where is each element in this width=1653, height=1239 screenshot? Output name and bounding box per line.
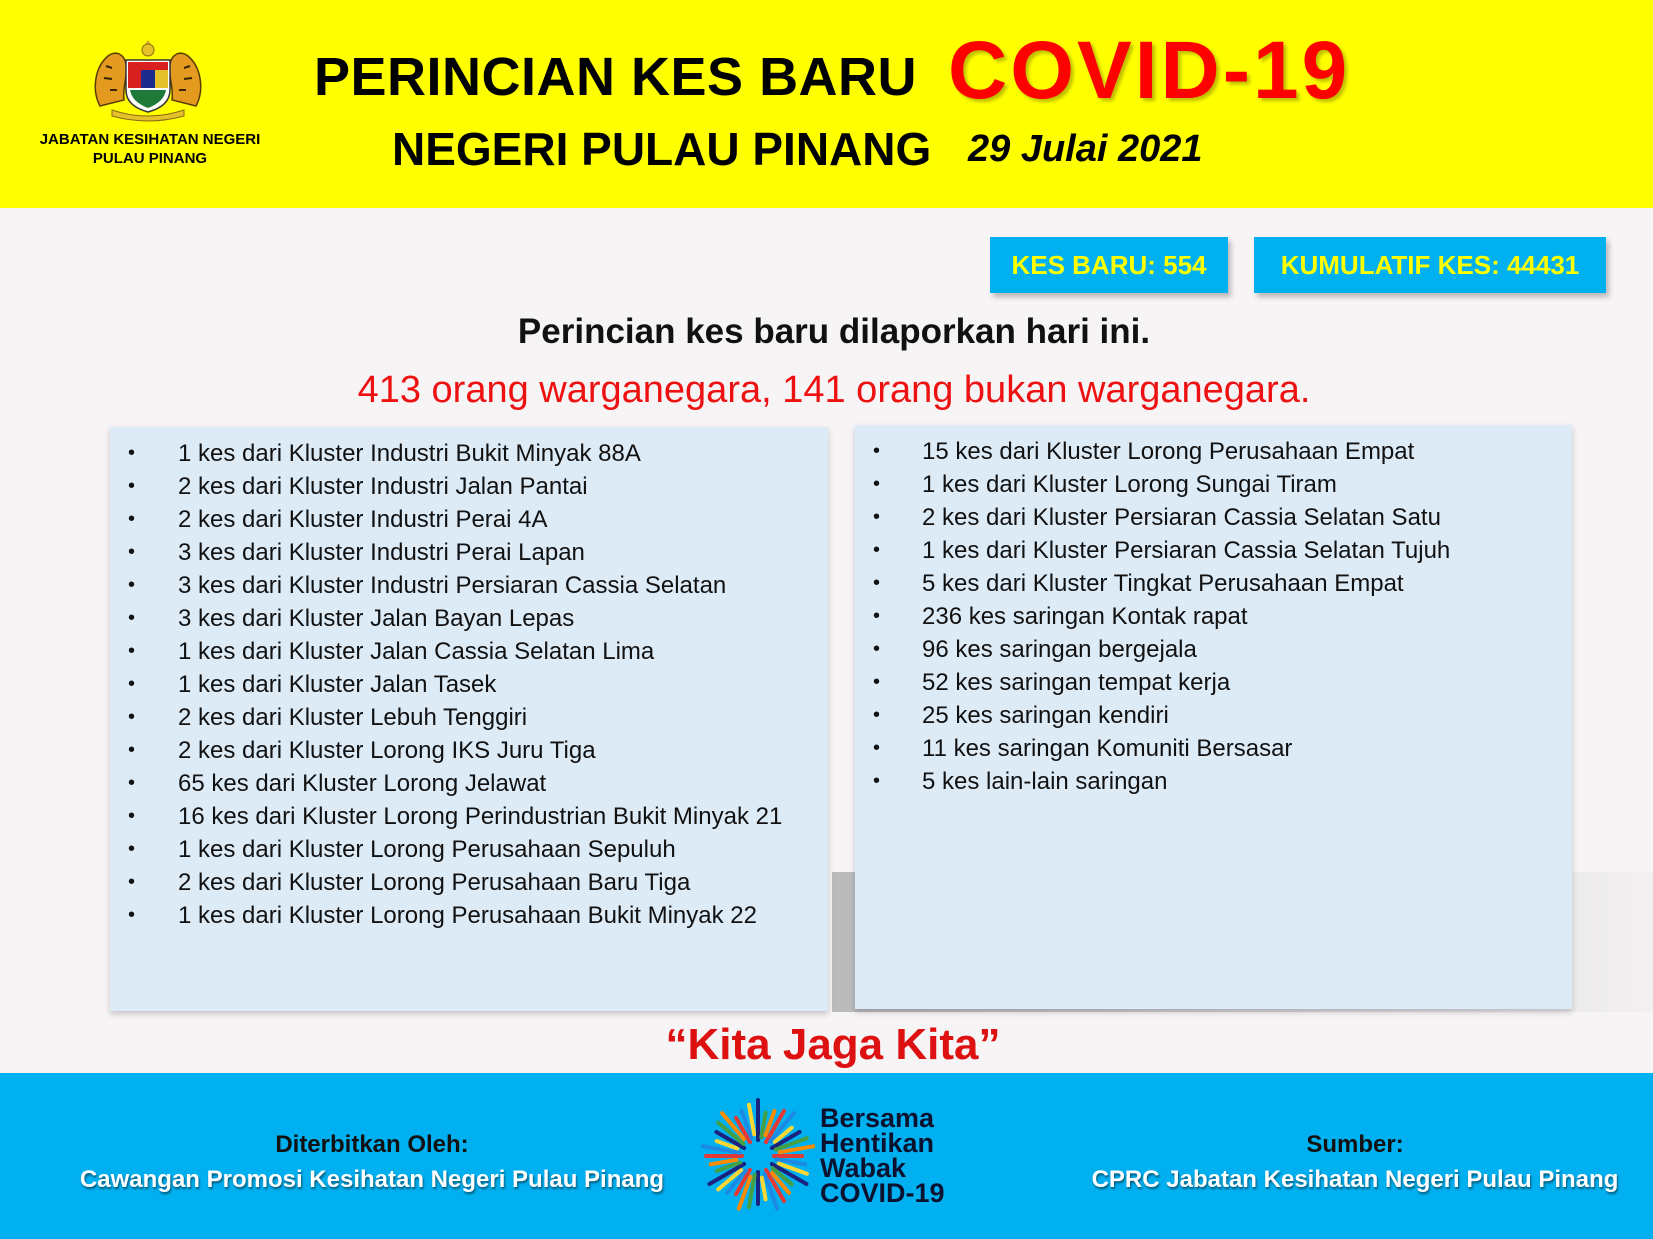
source-label: Sumber: [1306, 1131, 1404, 1158]
list-item [110, 668, 828, 701]
source-name: CPRC Jabatan Kesihatan Negeri Pulau Pinang [1091, 1166, 1619, 1193]
bullet: • [873, 539, 881, 561]
bullet: • [128, 475, 136, 497]
bullet: • [873, 440, 881, 462]
covid-title: COVID-19 [948, 25, 1351, 116]
bullet: • [128, 442, 136, 464]
bullet: • [873, 638, 881, 660]
list-item [855, 699, 1572, 732]
report-date: 29 Julai 2021 [968, 128, 1203, 170]
list-item [110, 767, 828, 800]
list-item-text: 25 kes saringan kendiri [922, 702, 1169, 729]
list-item [110, 503, 828, 536]
bullet: • [128, 607, 136, 629]
list-item-text: 11 kes saringan Komuniti Bersasar [922, 735, 1293, 762]
department-name: JABATAN KESIHATAN NEGERI PULAU PINANG [39, 131, 261, 167]
slogan: “Kita Jaga Kita” [665, 1020, 1001, 1069]
bullet: • [873, 572, 881, 594]
cluster-list-left [110, 427, 828, 1011]
list-item-text: 1 kes dari Kluster Lorong Perusahaan Bukit Minyak 22 [178, 902, 757, 929]
page-title: PERINCIAN KES BARU [314, 47, 918, 107]
campaign-line: COVID-19 [820, 1178, 945, 1208]
bullet: • [128, 640, 136, 662]
list-item [855, 468, 1572, 501]
list-item [855, 501, 1572, 534]
list-item [855, 765, 1572, 798]
campaign-text [820, 1103, 945, 1208]
list-item [110, 866, 828, 899]
list-item [855, 732, 1572, 765]
list-item-text: 2 kes dari Kluster Lebuh Tenggiri [178, 704, 528, 731]
list-item [110, 470, 828, 503]
list-item [110, 437, 828, 470]
bullet: • [128, 706, 136, 728]
list-item [855, 534, 1572, 567]
bullet: • [128, 805, 136, 827]
list-item-text: 1 kes dari Kluster Lorong Sungai Tiram [922, 471, 1337, 498]
list-item [110, 602, 828, 635]
list-item-text: 1 kes dari Kluster Jalan Cassia Selatan Lima [178, 638, 655, 665]
list-item-text: 236 kes saringan Kontak rapat [922, 603, 1248, 630]
list-item [855, 633, 1572, 666]
bullet: • [128, 772, 136, 794]
list-item-text: 3 kes dari Kluster Jalan Bayan Lepas [178, 605, 575, 632]
list-item-text: 1 kes dari Kluster Jalan Tasek [178, 671, 497, 698]
list-item [110, 569, 828, 602]
publisher-label: Diterbitkan Oleh: [275, 1131, 469, 1158]
bullet: • [873, 704, 881, 726]
list-item-text: 1 kes dari Kluster Lorong Perusahaan Sepuluh [178, 836, 676, 863]
list-item-text: 1 kes dari Kluster Persiaran Cassia Selatan Tujuh [922, 537, 1451, 564]
list-item-text: 2 kes dari Kluster Industri Jalan Pantai [178, 473, 588, 500]
bullet: • [873, 671, 881, 693]
list-item-text: 3 kes dari Kluster Industri Perai Lapan [178, 539, 585, 566]
list-item [855, 567, 1572, 600]
bullet: • [128, 574, 136, 596]
bullet: • [873, 737, 881, 759]
bullet: • [128, 838, 136, 860]
list-item-text: 96 kes saringan bergejala [922, 636, 1197, 663]
list-item-text: 2 kes dari Kluster Persiaran Cassia Selatan Satu [922, 504, 1441, 531]
citizenship-breakdown: 413 orang warganegara, 141 orang bukan warganegara. [357, 369, 1311, 411]
list-item [110, 734, 828, 767]
bullet: • [873, 473, 881, 495]
campaign-line: Bersama [820, 1103, 935, 1133]
list-item-text: 5 kes lain-lain saringan [922, 768, 1168, 795]
bullet: • [873, 605, 881, 627]
publisher-name: Cawangan Promosi Kesihatan Negeri Pulau Pinang [79, 1166, 665, 1193]
list-item [855, 666, 1572, 699]
bullet: • [873, 770, 881, 792]
list-item-text: 15 kes dari Kluster Lorong Perusahaan Empat [922, 438, 1415, 465]
list-item-text: 5 kes dari Kluster Tingkat Perusahaan Empat [922, 570, 1404, 597]
list-item-text: 65 kes dari Kluster Lorong Jelawat [178, 770, 547, 797]
list-item [855, 435, 1572, 468]
cumulative-cases-badge: KUMULATIF KES: 44431 [1254, 237, 1606, 293]
bullet: • [128, 508, 136, 530]
list-item [110, 536, 828, 569]
list-item [110, 899, 828, 932]
bullet: • [128, 541, 136, 563]
state-subtitle: NEGERI PULAU PINANG [392, 123, 932, 175]
case-list [110, 427, 828, 932]
list-item-text: 2 kes dari Kluster Lorong Perusahaan Baru Tiga [178, 869, 691, 896]
list-item-text: 2 kes dari Kluster Industri Perai 4A [178, 506, 548, 533]
summary-heading: Perincian kes baru dilaporkan hari ini. [517, 312, 1151, 351]
list-item-text: 2 kes dari Kluster Lorong IKS Juru Tiga [178, 737, 596, 764]
cluster-list-right [855, 425, 1572, 1009]
list-item [110, 635, 828, 668]
list-item [855, 600, 1572, 633]
campaign-line: Wabak [820, 1153, 907, 1183]
state-coat-of-arms-icon [86, 36, 210, 122]
list-item-text: 3 kes dari Kluster Industri Persiaran Cassia Selatan [178, 572, 727, 599]
campaign-burst-logo-icon [700, 1098, 816, 1214]
list-item [110, 701, 828, 734]
new-cases-badge: KES BARU: 554 [990, 237, 1228, 293]
bullet: • [128, 673, 136, 695]
list-item-text: 1 kes dari Kluster Industri Bukit Minyak 88A [178, 440, 641, 467]
case-list [855, 425, 1572, 798]
list-item-text: 16 kes dari Kluster Lorong Perindustrian Bukit Minyak 21 [178, 803, 783, 830]
bullet: • [128, 904, 136, 926]
bullet: • [128, 739, 136, 761]
list-item [110, 833, 828, 866]
bullet: • [873, 506, 881, 528]
campaign-line: Hentikan [820, 1128, 935, 1158]
list-item [110, 800, 828, 833]
list-item-text: 52 kes saringan tempat kerja [922, 669, 1231, 696]
bullet: • [128, 871, 136, 893]
